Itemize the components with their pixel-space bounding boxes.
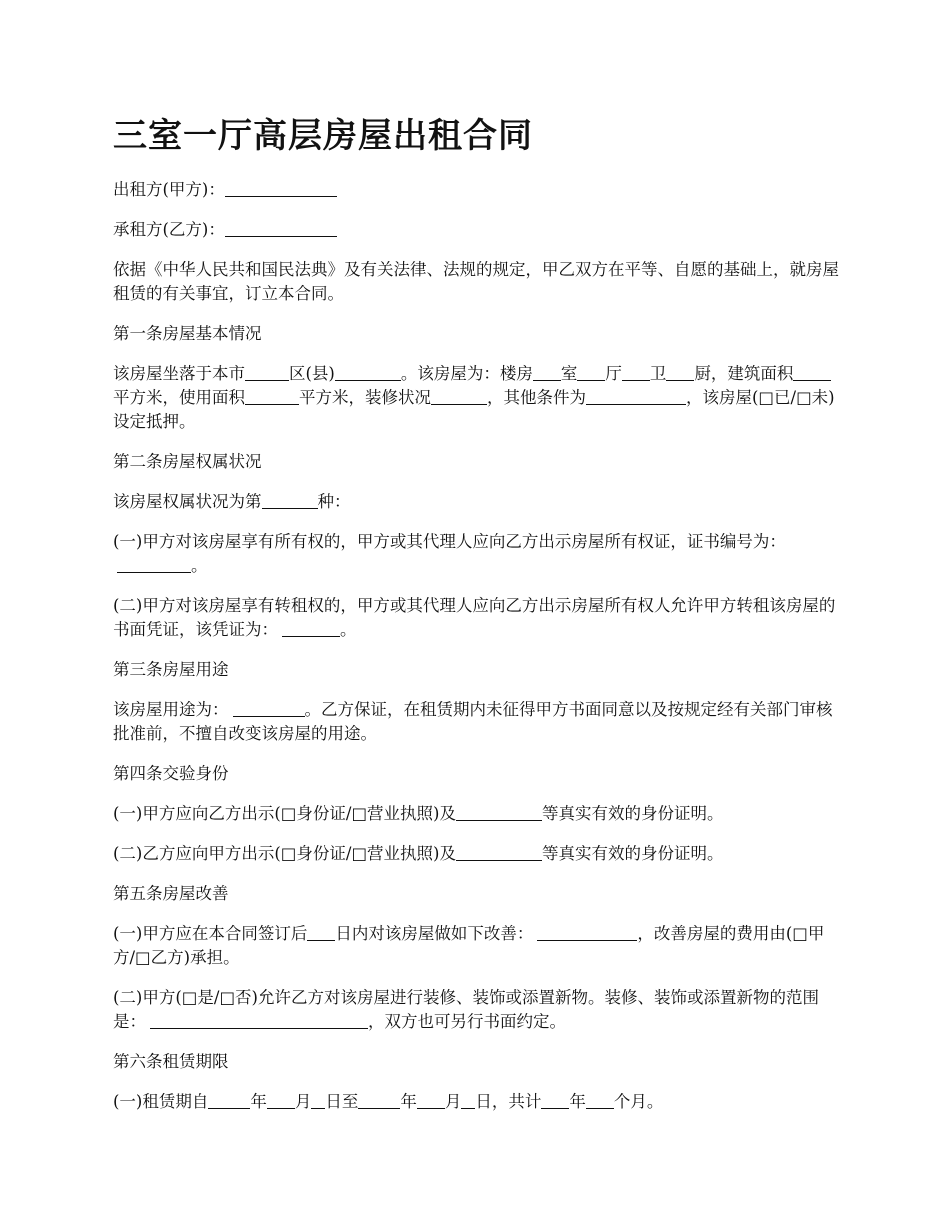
article-2-intro <box>113 490 841 514</box>
lessor-blank <box>225 178 337 197</box>
text: (一)甲方应在本合同签订后 <box>113 924 308 943</box>
text: (二)甲方(□是/□否)允许乙方对该房屋进行装修、装饰或添置新物。装修、装饰或添置新物的范围是： <box>113 988 819 1031</box>
baths-blank <box>622 362 650 381</box>
text: 月 <box>294 1092 312 1111</box>
days-blank <box>307 922 335 941</box>
certificate-number-blank <box>117 554 191 573</box>
article-4-heading: 第四条交验身份 <box>113 764 229 783</box>
contract-page <box>113 112 841 1130</box>
text: 厨，建筑面积 <box>694 364 794 383</box>
text: 平方米，装修状况 <box>299 388 431 407</box>
other-conditions-blank <box>586 386 686 405</box>
end-day-blank <box>461 1090 475 1109</box>
lessee-id-blank <box>456 842 542 861</box>
purpose-blank <box>233 698 305 717</box>
text: 平方米，使用面积 <box>113 388 245 407</box>
article-1-heading: 第一条房屋基本情况 <box>113 324 262 343</box>
article-4-clause-1 <box>113 802 841 826</box>
intro-paragraph: 依据《中华人民共和国民法典》及有关法律、法规的规定，甲乙双方在平等、自愿的基础上，就房屋租赁的有关事宜，订立本合同。 <box>113 260 839 303</box>
text: 等真实有效的身份证明。 <box>542 844 724 863</box>
lessor-line <box>113 178 841 202</box>
article-5-heading: 第五条房屋改善 <box>113 884 229 903</box>
building-area-blank <box>793 362 831 381</box>
article-4-clause-2 <box>113 842 841 866</box>
article-6-heading: 第六条租赁期限 <box>113 1052 229 1071</box>
text: 。乙方保证，在租赁期内未征得甲方书面同意以及按规定经有关部门审核批准前，不擅自改变该房屋的用途。 <box>113 700 833 743</box>
lessee-label: 承租方(乙方)： <box>113 220 225 239</box>
text: 室 <box>560 364 578 383</box>
text: ，其他条件为 <box>487 388 586 407</box>
text: 日内对该房屋做如下改善： <box>335 924 534 943</box>
article-3-heading: 第三条房屋用途 <box>113 660 229 679</box>
document-title: 三室一厅高层房屋出租合同 <box>113 116 533 156</box>
improvements-blank <box>537 922 637 941</box>
text: 。该房屋为：楼房 <box>400 364 533 383</box>
halls-blank <box>577 362 605 381</box>
total-years-blank <box>541 1090 569 1109</box>
text: ，改善房屋的费用由(□甲方/□乙方)承担。 <box>113 924 825 967</box>
text: 。 <box>340 620 357 639</box>
text: 日，共计 <box>475 1092 542 1111</box>
start-year-blank <box>208 1090 250 1109</box>
article-5-clause-1 <box>113 922 841 970</box>
text: 年 <box>250 1092 267 1111</box>
decoration-scope-blank <box>150 1010 368 1029</box>
lessor-label: 出租方(甲方)： <box>113 180 225 199</box>
article-5-clause-2 <box>113 986 841 1034</box>
decoration-blank <box>431 386 487 405</box>
text: (一)甲方应向乙方出示(□身份证/□营业执照)及 <box>113 804 456 823</box>
text: 月 <box>444 1092 462 1111</box>
end-month-blank <box>417 1090 445 1109</box>
article-2-clause-1 <box>113 530 841 578</box>
article-2-heading: 第二条房屋权属状况 <box>113 452 262 471</box>
text: 年 <box>400 1092 417 1111</box>
text: (一)租赁期自 <box>113 1092 209 1111</box>
text: 厅 <box>605 364 622 383</box>
voucher-blank <box>282 618 340 637</box>
district-blank <box>245 362 289 381</box>
article-6-clause-1 <box>113 1090 841 1114</box>
text: 区(县) <box>289 364 335 383</box>
text: (二)甲方对该房屋享有转租权的，甲方或其代理人应向乙方出示房屋所有权人允许甲方转租该房屋的书面凭证，该凭证为： <box>113 596 836 639</box>
article-3-body <box>113 698 841 746</box>
lessee-blank <box>225 218 337 237</box>
start-month-blank <box>267 1090 295 1109</box>
ownership-type-blank <box>262 490 318 509</box>
kitchens-blank <box>666 362 694 381</box>
text: 卫 <box>649 364 667 383</box>
lessee-line <box>113 218 841 242</box>
article-1-body <box>113 362 841 434</box>
text: 日至 <box>325 1092 359 1111</box>
text: 个月。 <box>613 1092 664 1111</box>
text: 。 <box>191 556 208 575</box>
text: (一)甲方对该房屋享有所有权的，甲方或其代理人应向乙方出示房屋所有权证，证书编号为： <box>113 532 786 551</box>
article-2-clause-2 <box>113 594 841 642</box>
text: ，双方也可另行书面约定。 <box>368 1012 566 1031</box>
text: 年 <box>569 1092 586 1111</box>
start-day-blank <box>311 1090 325 1109</box>
text: 种： <box>317 492 351 511</box>
rooms-blank <box>533 362 561 381</box>
usable-area-blank <box>245 386 299 405</box>
text: 等真实有效的身份证明。 <box>542 804 724 823</box>
end-year-blank <box>358 1090 400 1109</box>
text: 该房屋坐落于本市 <box>113 364 245 383</box>
text: 该房屋用途为： <box>113 700 229 719</box>
total-months-blank <box>586 1090 614 1109</box>
address-blank <box>335 362 401 381</box>
lessor-id-blank <box>456 802 542 821</box>
text: 该房屋权属状况为第 <box>113 492 262 511</box>
text: ，该房屋(□已/□未)设定抵押。 <box>113 388 835 431</box>
text: (二)乙方应向甲方出示(□身份证/□营业执照)及 <box>113 844 456 863</box>
